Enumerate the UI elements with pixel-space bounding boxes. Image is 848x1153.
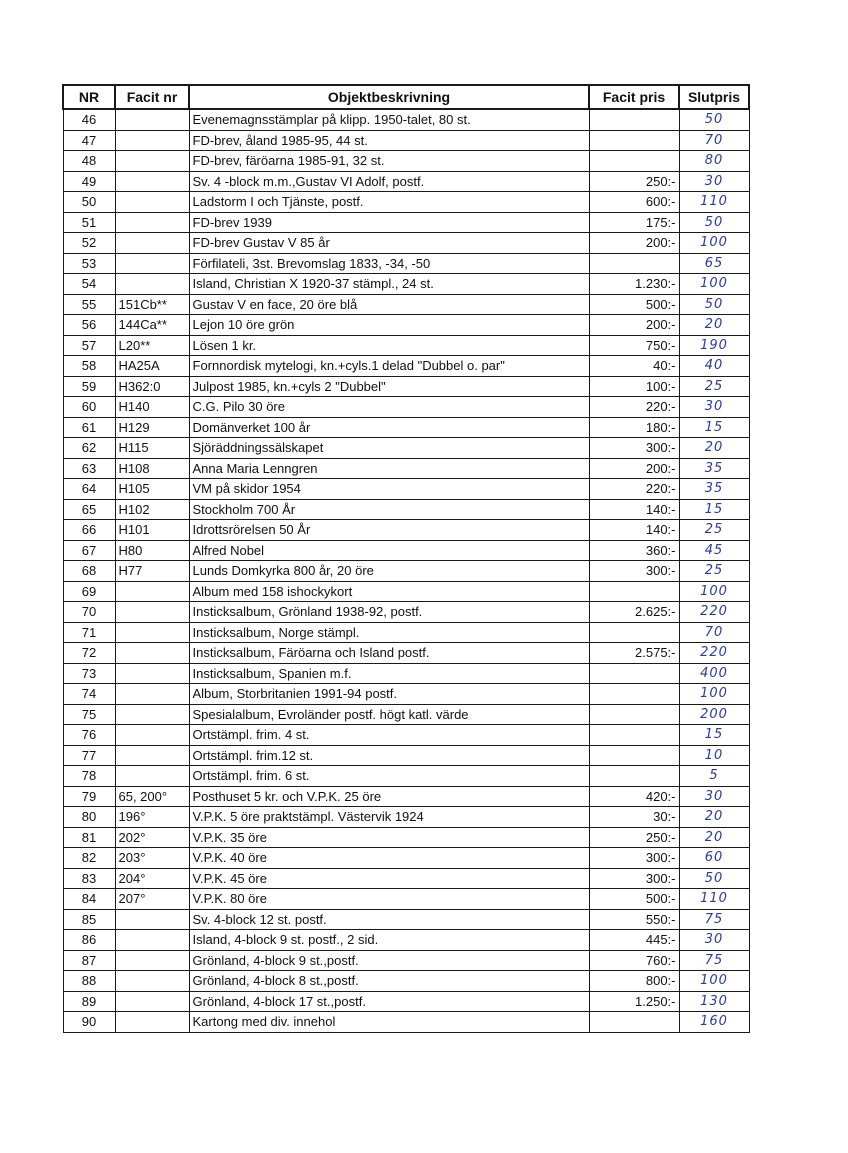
- facit-price: [589, 684, 679, 705]
- facit-price: 30:-: [589, 807, 679, 828]
- object-description: V.P.K. 40 öre: [189, 848, 589, 869]
- lot-number: 60: [63, 397, 115, 418]
- facit-number: [115, 766, 189, 787]
- table-row: [63, 151, 749, 172]
- lot-number: 52: [63, 233, 115, 254]
- table-row: [63, 807, 749, 828]
- header-facit-nr: Facit nr: [115, 85, 189, 109]
- object-description: Gustav V en face, 20 öre blå: [189, 294, 589, 315]
- final-price-handwritten: 10: [679, 745, 749, 766]
- table-row: [63, 704, 749, 725]
- facit-price: 300:-: [589, 438, 679, 459]
- facit-number: HA25A: [115, 356, 189, 377]
- object-description: Insticksalbum, Spanien m.f.: [189, 663, 589, 684]
- object-description: Grönland, 4-block 8 st.,postf.: [189, 971, 589, 992]
- final-price-handwritten: 30: [679, 930, 749, 951]
- facit-number: [115, 151, 189, 172]
- facit-number: [115, 930, 189, 951]
- table-body: [63, 109, 749, 1032]
- final-price-handwritten: 100: [679, 581, 749, 602]
- object-description: Idrottsrörelsen 50 År: [189, 520, 589, 541]
- object-description: Island, 4-block 9 st. postf., 2 sid.: [189, 930, 589, 951]
- table-row: [63, 581, 749, 602]
- table-row: [63, 684, 749, 705]
- final-price-handwritten: 30: [679, 786, 749, 807]
- final-price-handwritten: 100: [679, 971, 749, 992]
- facit-price: 300:-: [589, 848, 679, 869]
- final-price-handwritten: 75: [679, 950, 749, 971]
- facit-price: 200:-: [589, 315, 679, 336]
- facit-number: 151Cb**: [115, 294, 189, 315]
- final-price-handwritten: 110: [679, 889, 749, 910]
- lot-number: 67: [63, 540, 115, 561]
- facit-price: 2.575:-: [589, 643, 679, 664]
- object-description: V.P.K. 5 öre praktstämpl. Västervik 1924: [189, 807, 589, 828]
- final-price-handwritten: 110: [679, 192, 749, 213]
- lot-number: 56: [63, 315, 115, 336]
- final-price-handwritten: 190: [679, 335, 749, 356]
- facit-price: 500:-: [589, 889, 679, 910]
- lot-number: 78: [63, 766, 115, 787]
- facit-price: [589, 766, 679, 787]
- facit-number: H140: [115, 397, 189, 418]
- facit-number: [115, 253, 189, 274]
- object-description: Lösen 1 kr.: [189, 335, 589, 356]
- lot-number: 65: [63, 499, 115, 520]
- facit-number: 144Ca**: [115, 315, 189, 336]
- final-price-handwritten: 30: [679, 397, 749, 418]
- facit-price: 200:-: [589, 458, 679, 479]
- table-row: [63, 561, 749, 582]
- facit-price: 220:-: [589, 479, 679, 500]
- facit-price: [589, 622, 679, 643]
- facit-price: [589, 151, 679, 172]
- facit-price: [589, 253, 679, 274]
- lot-number: 79: [63, 786, 115, 807]
- table-row: [63, 950, 749, 971]
- lot-number: 53: [63, 253, 115, 274]
- table-row: [63, 458, 749, 479]
- final-price-handwritten: 50: [679, 109, 749, 130]
- table-row: [63, 930, 749, 951]
- lot-number: 82: [63, 848, 115, 869]
- lot-number: 61: [63, 417, 115, 438]
- facit-number: [115, 130, 189, 151]
- final-price-handwritten: 100: [679, 274, 749, 295]
- facit-price: [589, 109, 679, 130]
- lot-number: 74: [63, 684, 115, 705]
- lot-number: 77: [63, 745, 115, 766]
- object-description: Anna Maria Lenngren: [189, 458, 589, 479]
- lot-number: 73: [63, 663, 115, 684]
- final-price-handwritten: 25: [679, 376, 749, 397]
- lot-number: 51: [63, 212, 115, 233]
- auction-list-sheet: [62, 84, 744, 1033]
- final-price-handwritten: 75: [679, 909, 749, 930]
- facit-number: H105: [115, 479, 189, 500]
- lot-number: 80: [63, 807, 115, 828]
- facit-number: H80: [115, 540, 189, 561]
- lot-number: 48: [63, 151, 115, 172]
- final-price-handwritten: 20: [679, 827, 749, 848]
- table-row: [63, 622, 749, 643]
- table-row: [63, 171, 749, 192]
- facit-price: 550:-: [589, 909, 679, 930]
- header-description: Objektbeskrivning: [189, 85, 589, 109]
- lot-number: 64: [63, 479, 115, 500]
- facit-number: [115, 991, 189, 1012]
- object-description: Fornnordisk mytelogi, kn.+cyls.1 delad "Dubbel o. par": [189, 356, 589, 377]
- final-price-handwritten: 50: [679, 212, 749, 233]
- facit-price: [589, 745, 679, 766]
- facit-number: [115, 212, 189, 233]
- object-description: Förfilateli, 3st. Brevomslag 1833, -34, -50: [189, 253, 589, 274]
- table-row: [63, 725, 749, 746]
- facit-price: [589, 1012, 679, 1033]
- facit-price: 445:-: [589, 930, 679, 951]
- facit-number: H115: [115, 438, 189, 459]
- lot-number: 83: [63, 868, 115, 889]
- object-description: Ortstämpl. frim. 4 st.: [189, 725, 589, 746]
- lot-number: 86: [63, 930, 115, 951]
- table-row: [63, 848, 749, 869]
- final-price-handwritten: 35: [679, 479, 749, 500]
- facit-price: [589, 130, 679, 151]
- facit-price: 40:-: [589, 356, 679, 377]
- table-row: [63, 868, 749, 889]
- facit-number: H102: [115, 499, 189, 520]
- lot-number: 59: [63, 376, 115, 397]
- facit-price: 500:-: [589, 294, 679, 315]
- final-price-handwritten: 50: [679, 868, 749, 889]
- object-description: VM på skidor 1954: [189, 479, 589, 500]
- final-price-handwritten: 100: [679, 233, 749, 254]
- object-description: Album, Storbritanien 1991-94 postf.: [189, 684, 589, 705]
- facit-price: 800:-: [589, 971, 679, 992]
- facit-number: 196°: [115, 807, 189, 828]
- table-row: [63, 397, 749, 418]
- object-description: Domänverket 100 år: [189, 417, 589, 438]
- final-price-handwritten: 5: [679, 766, 749, 787]
- table-row: [63, 827, 749, 848]
- table-row: [63, 192, 749, 213]
- table-row: [63, 417, 749, 438]
- facit-number: [115, 704, 189, 725]
- table-row: [63, 909, 749, 930]
- lot-number: 68: [63, 561, 115, 582]
- facit-number: 204°: [115, 868, 189, 889]
- table-row: [63, 663, 749, 684]
- final-price-handwritten: 35: [679, 458, 749, 479]
- facit-number: [115, 192, 189, 213]
- table-row: [63, 1012, 749, 1033]
- facit-number: [115, 950, 189, 971]
- final-price-handwritten: 15: [679, 417, 749, 438]
- facit-number: H362:0: [115, 376, 189, 397]
- table-row: [63, 315, 749, 336]
- object-description: Evenemagnsstämplar på klipp. 1950-talet, 80 st.: [189, 109, 589, 130]
- object-description: Alfred Nobel: [189, 540, 589, 561]
- facit-price: 300:-: [589, 868, 679, 889]
- object-description: Ortstämpl. frim. 6 st.: [189, 766, 589, 787]
- lot-number: 81: [63, 827, 115, 848]
- header-nr: NR: [63, 85, 115, 109]
- facit-number: 202°: [115, 827, 189, 848]
- object-description: Grönland, 4-block 9 st.,postf.: [189, 950, 589, 971]
- lot-number: 57: [63, 335, 115, 356]
- lot-number: 66: [63, 520, 115, 541]
- final-price-handwritten: 20: [679, 807, 749, 828]
- lot-number: 50: [63, 192, 115, 213]
- facit-number: [115, 643, 189, 664]
- table-row: [63, 540, 749, 561]
- facit-price: 600:-: [589, 192, 679, 213]
- facit-price: 300:-: [589, 561, 679, 582]
- facit-price: 250:-: [589, 171, 679, 192]
- header-row: [63, 85, 749, 109]
- table-row: [63, 335, 749, 356]
- table-row: [63, 109, 749, 130]
- lot-number: 69: [63, 581, 115, 602]
- table-row: [63, 294, 749, 315]
- facit-number: 207°: [115, 889, 189, 910]
- table-row: [63, 991, 749, 1012]
- facit-price: [589, 581, 679, 602]
- facit-price: 200:-: [589, 233, 679, 254]
- facit-number: L20**: [115, 335, 189, 356]
- facit-price: 100:-: [589, 376, 679, 397]
- object-description: Sv. 4-block 12 st. postf.: [189, 909, 589, 930]
- facit-number: [115, 684, 189, 705]
- facit-number: [115, 745, 189, 766]
- object-description: Stockholm 700 År: [189, 499, 589, 520]
- table-row: [63, 356, 749, 377]
- object-description: Album med 158 ishockykort: [189, 581, 589, 602]
- final-price-handwritten: 25: [679, 520, 749, 541]
- final-price-handwritten: 400: [679, 663, 749, 684]
- facit-price: 1.250:-: [589, 991, 679, 1012]
- facit-number: H101: [115, 520, 189, 541]
- facit-number: [115, 663, 189, 684]
- object-description: Insticksalbum, Färöarna och Island postf.: [189, 643, 589, 664]
- facit-price: [589, 725, 679, 746]
- object-description: FD-brev Gustav V 85 år: [189, 233, 589, 254]
- table-row: [63, 602, 749, 623]
- table-row: [63, 745, 749, 766]
- object-description: Sv. 4 -block m.m.,Gustav VI Adolf, postf.: [189, 171, 589, 192]
- object-description: V.P.K. 35 öre: [189, 827, 589, 848]
- facit-number: H129: [115, 417, 189, 438]
- final-price-handwritten: 25: [679, 561, 749, 582]
- table-header: [63, 85, 749, 109]
- facit-number: 65, 200°: [115, 786, 189, 807]
- facit-number: [115, 233, 189, 254]
- lot-number: 87: [63, 950, 115, 971]
- final-price-handwritten: 15: [679, 499, 749, 520]
- facit-number: H108: [115, 458, 189, 479]
- final-price-handwritten: 30: [679, 171, 749, 192]
- table-row: [63, 520, 749, 541]
- table-row: [63, 643, 749, 664]
- facit-price: 420:-: [589, 786, 679, 807]
- lot-number: 89: [63, 991, 115, 1012]
- facit-price: 750:-: [589, 335, 679, 356]
- facit-number: [115, 109, 189, 130]
- final-price-handwritten: 130: [679, 991, 749, 1012]
- final-price-handwritten: 220: [679, 643, 749, 664]
- table-row: [63, 438, 749, 459]
- final-price-handwritten: 100: [679, 684, 749, 705]
- lot-number: 58: [63, 356, 115, 377]
- final-price-handwritten: 20: [679, 315, 749, 336]
- lot-number: 62: [63, 438, 115, 459]
- final-price-handwritten: 70: [679, 130, 749, 151]
- auction-results-table: [62, 84, 750, 1033]
- table-row: [63, 971, 749, 992]
- facit-number: [115, 725, 189, 746]
- object-description: V.P.K. 80 öre: [189, 889, 589, 910]
- object-description: Kartong med div. innehol: [189, 1012, 589, 1033]
- lot-number: 46: [63, 109, 115, 130]
- object-description: Grönland, 4-block 17 st.,postf.: [189, 991, 589, 1012]
- table-row: [63, 274, 749, 295]
- lot-number: 70: [63, 602, 115, 623]
- object-description: C.G. Pilo 30 öre: [189, 397, 589, 418]
- object-description: Sjöräddningssälskapet: [189, 438, 589, 459]
- object-description: Insticksalbum, Norge stämpl.: [189, 622, 589, 643]
- table-row: [63, 253, 749, 274]
- object-description: FD-brev 1939: [189, 212, 589, 233]
- header-final-price: Slutpris: [679, 85, 749, 109]
- facit-number: [115, 971, 189, 992]
- table-row: [63, 479, 749, 500]
- object-description: Island, Christian X 1920-37 stämpl., 24 st.: [189, 274, 589, 295]
- object-description: Lunds Domkyrka 800 år, 20 öre: [189, 561, 589, 582]
- final-price-handwritten: 40: [679, 356, 749, 377]
- table-row: [63, 233, 749, 254]
- facit-number: [115, 602, 189, 623]
- facit-price: 175:-: [589, 212, 679, 233]
- facit-number: H77: [115, 561, 189, 582]
- final-price-handwritten: 15: [679, 725, 749, 746]
- final-price-handwritten: 50: [679, 294, 749, 315]
- facit-number: [115, 581, 189, 602]
- object-description: FD-brev, åland 1985-95, 44 st.: [189, 130, 589, 151]
- object-description: FD-brev, färöarna 1985-91, 32 st.: [189, 151, 589, 172]
- final-price-handwritten: 65: [679, 253, 749, 274]
- lot-number: 76: [63, 725, 115, 746]
- facit-price: 2.625:-: [589, 602, 679, 623]
- object-description: Ladstorm I och Tjänste, postf.: [189, 192, 589, 213]
- lot-number: 84: [63, 889, 115, 910]
- facit-number: [115, 274, 189, 295]
- facit-price: 180:-: [589, 417, 679, 438]
- table-row: [63, 212, 749, 233]
- object-description: Ortstämpl. frim.12 st.: [189, 745, 589, 766]
- facit-number: 203°: [115, 848, 189, 869]
- table-row: [63, 376, 749, 397]
- table-row: [63, 766, 749, 787]
- lot-number: 49: [63, 171, 115, 192]
- final-price-handwritten: 20: [679, 438, 749, 459]
- facit-number: [115, 909, 189, 930]
- lot-number: 47: [63, 130, 115, 151]
- facit-price: 140:-: [589, 499, 679, 520]
- facit-number: [115, 171, 189, 192]
- facit-price: 760:-: [589, 950, 679, 971]
- lot-number: 54: [63, 274, 115, 295]
- final-price-handwritten: 200: [679, 704, 749, 725]
- object-description: Spesialalbum, Evroländer postf. högt katl. värde: [189, 704, 589, 725]
- lot-number: 90: [63, 1012, 115, 1033]
- final-price-handwritten: 45: [679, 540, 749, 561]
- lot-number: 75: [63, 704, 115, 725]
- facit-price: 220:-: [589, 397, 679, 418]
- object-description: Julpost 1985, kn.+cyls 2 "Dubbel": [189, 376, 589, 397]
- table-row: [63, 786, 749, 807]
- header-facit-price: Facit pris: [589, 85, 679, 109]
- lot-number: 71: [63, 622, 115, 643]
- facit-price: 250:-: [589, 827, 679, 848]
- table-row: [63, 889, 749, 910]
- object-description: V.P.K. 45 öre: [189, 868, 589, 889]
- lot-number: 88: [63, 971, 115, 992]
- final-price-handwritten: 80: [679, 151, 749, 172]
- facit-price: [589, 704, 679, 725]
- facit-price: [589, 663, 679, 684]
- facit-number: [115, 1012, 189, 1033]
- table-row: [63, 130, 749, 151]
- lot-number: 55: [63, 294, 115, 315]
- table-row: [63, 499, 749, 520]
- object-description: Insticksalbum, Grönland 1938-92, postf.: [189, 602, 589, 623]
- facit-price: 1.230:-: [589, 274, 679, 295]
- final-price-handwritten: 220: [679, 602, 749, 623]
- facit-number: [115, 622, 189, 643]
- lot-number: 63: [63, 458, 115, 479]
- object-description: Posthuset 5 kr. och V.P.K. 25 öre: [189, 786, 589, 807]
- lot-number: 72: [63, 643, 115, 664]
- final-price-handwritten: 160: [679, 1012, 749, 1033]
- object-description: Lejon 10 öre grön: [189, 315, 589, 336]
- final-price-handwritten: 60: [679, 848, 749, 869]
- final-price-handwritten: 70: [679, 622, 749, 643]
- facit-price: 140:-: [589, 520, 679, 541]
- facit-price: 360:-: [589, 540, 679, 561]
- lot-number: 85: [63, 909, 115, 930]
